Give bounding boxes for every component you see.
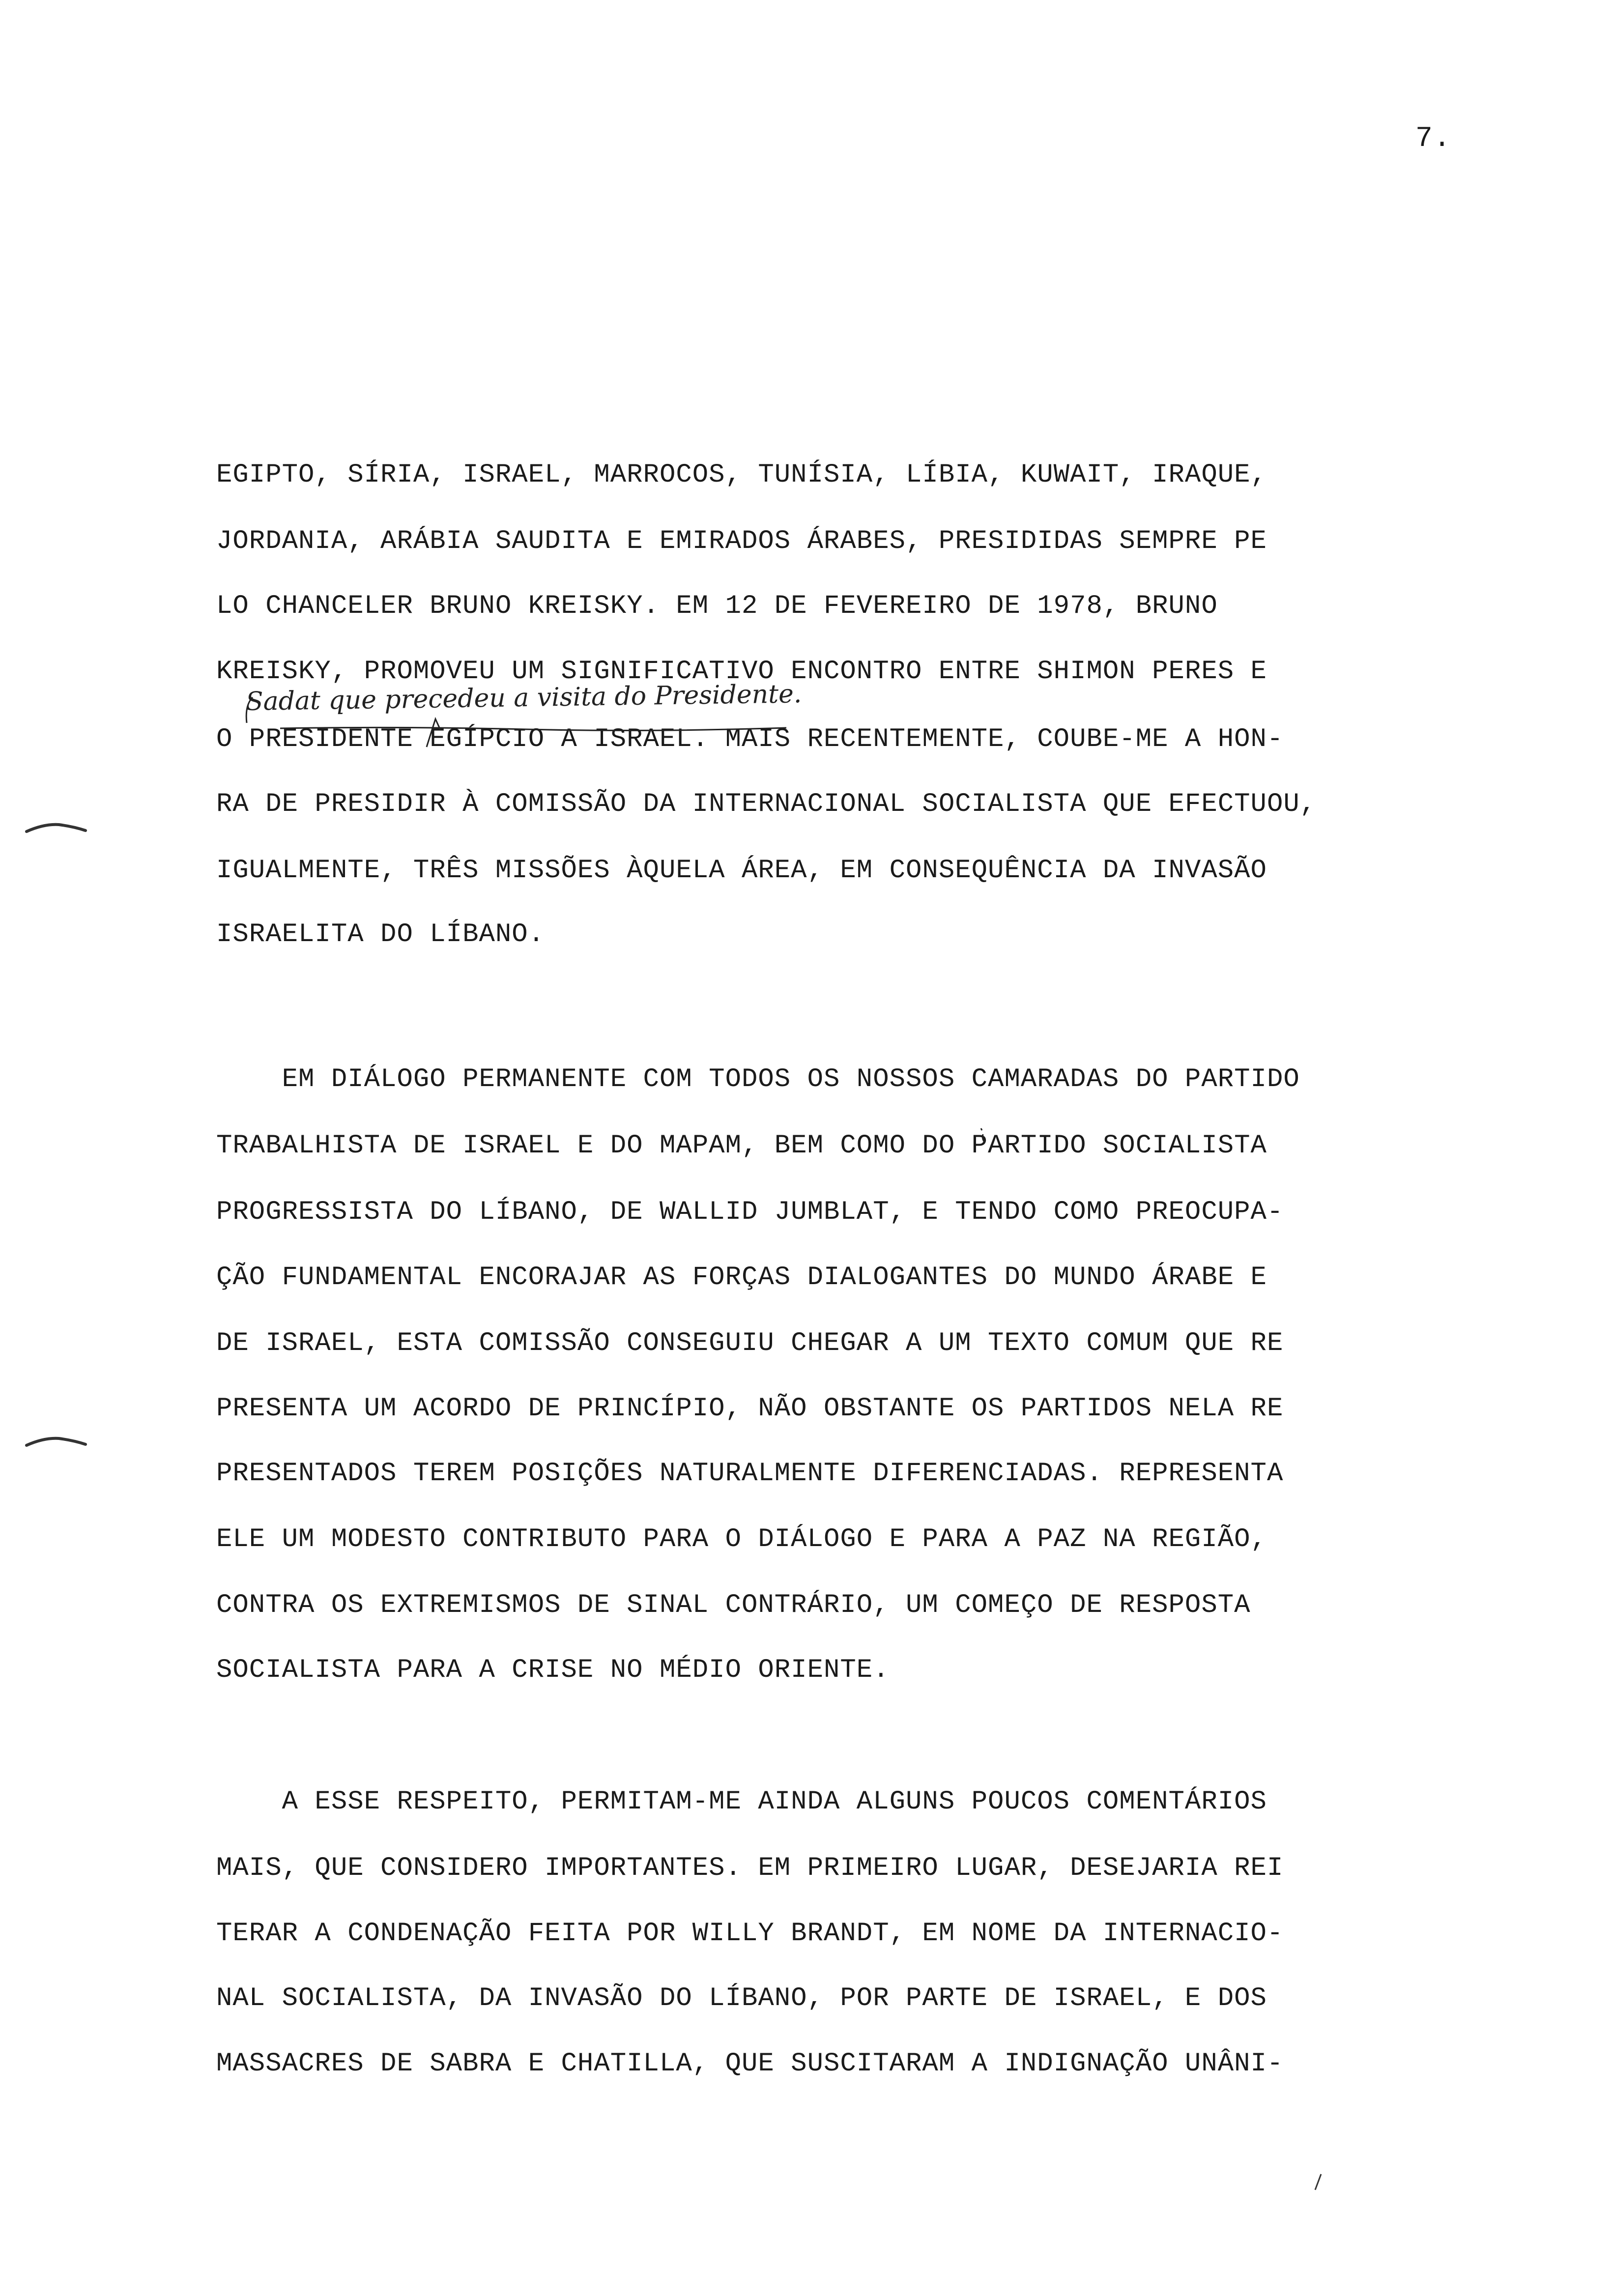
text-line: O PRESIDENTE EGÍPCIO A ISRAEL. MAIS RECENTEMENTE, COUBE-ME A HON-: [216, 724, 1284, 754]
text-line: NAL SOCIALISTA, DA INVASÃO DO LÍBANO, POR PARTE DE ISRAEL, E DOS: [216, 1983, 1267, 2013]
text-line: ISRAELITA DO LÍBANO.: [216, 919, 545, 949]
text-line: TERAR A CONDENAÇÃO FEITA POR WILLY BRANDT, EM NOME DA INTERNACIO-: [216, 1919, 1284, 1949]
text-line: A ESSE RESPEITO, PERMITAM-ME AINDA ALGUNS POUCOS COMENTÁRIOS: [216, 1787, 1267, 1817]
text-line: PRESENTA UM ACORDO DE PRINCÍPIO, NÃO OBSTANTE OS PARTIDOS NELA RE: [216, 1394, 1284, 1424]
text-line: PRESENTADOS TEREM POSIÇÕES NATURALMENTE DIFERENCIADAS. REPRESENTA: [216, 1459, 1284, 1489]
handwritten-underline: [280, 725, 786, 732]
text-line: EGIPTO, SÍRIA, ISRAEL, MARROCOS, TUNÍSIA, LÍBIA, KUWAIT, IRAQUE,: [216, 460, 1267, 490]
margin-mark: [25, 1433, 88, 1452]
page-number: 7.: [1415, 123, 1452, 155]
handwritten-insertion: Sadat que precedeu a visita do Presidente.: [245, 679, 802, 717]
text-line: MAIS, QUE CONSIDERO IMPORTANTES. EM PRIMEIRO LUGAR, DESEJARIA REI: [216, 1853, 1284, 1883]
text-line: EM DIÁLOGO PERMANENTE COM TODOS OS NOSSOS CAMARADAS DO PARTIDO: [216, 1064, 1300, 1094]
text-line: IGUALMENTE, TRÊS MISSÕES ÀQUELA ÁREA, EM CONSEQUÊNCIA DA INVASÃO: [216, 856, 1267, 886]
text-line: LO CHANCELER BRUNO KREISKY. EM 12 DE FEVEREIRO DE 1978, BRUNO: [216, 591, 1218, 621]
text-line: RA DE PRESIDIR À COMISSÃO DA INTERNACIONAL SOCIALISTA QUE EFECTUOU,: [216, 789, 1317, 819]
text-line: JORDANIA, ARÁBIA SAUDITA E EMIRADOS ÁRABES, PRESIDIDAS SEMPRE PE: [216, 526, 1267, 556]
handwritten-bracket: [242, 695, 255, 725]
text-line: DE ISRAEL, ESTA COMISSÃO CONSEGUIU CHEGAR A UM TEXTO COMUM QUE RE: [216, 1328, 1284, 1358]
text-line: KREISKY, PROMOVEU UM SIGNIFICATIVO ENCONTRO ENTRE SHIMON PERES E: [216, 657, 1267, 687]
text-line: SOCIALISTA PARA A CRISE NO MÉDIO ORIENTE.: [216, 1655, 890, 1685]
text-line: CONTRA OS EXTREMISMOS DE SINAL CONTRÁRIO, UM COMEÇO DE RESPOSTA: [216, 1590, 1251, 1620]
text-line: ELE UM MODESTO CONTRIBUTO PARA O DIÁLOGO E PARA A PAZ NA REGIÃO,: [216, 1524, 1267, 1554]
handwritten-i-mark: [978, 1125, 988, 1145]
margin-mark: [25, 820, 88, 839]
text-line: MASSACRES DE SABRA E CHATILLA, QUE SUSCITARAM A INDIGNAÇÃO UNÂNI-: [216, 2049, 1284, 2079]
text-line: TRABALHISTA DE ISRAEL E DO MAPAM, BEM COMO DO PARTIDO SOCIALISTA: [216, 1131, 1267, 1161]
pen-tick-mark: [1313, 2172, 1323, 2192]
insertion-caret: [422, 715, 446, 749]
text-line: PROGRESSISTA DO LÍBANO, DE WALLID JUMBLAT, E TENDO COMO PREOCUPA-: [216, 1197, 1284, 1227]
text-line: ÇÃO FUNDAMENTAL ENCORAJAR AS FORÇAS DIALOGANTES DO MUNDO ÁRABE E: [216, 1263, 1267, 1292]
